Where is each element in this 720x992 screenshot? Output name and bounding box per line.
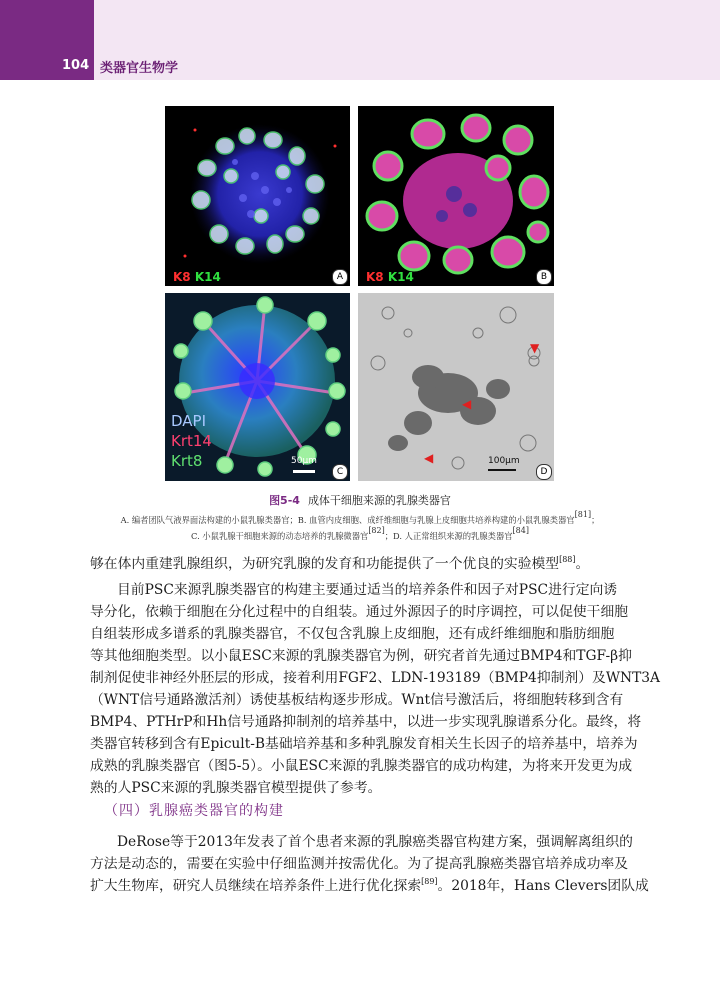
text-line: 熟的人PSC来源的乳腺类器官模型提供了参考。 [90,780,382,796]
paragraph-1 [90,553,644,575]
para1-text: 够在体内重建乳腺组织，为研究乳腺的发育和功能提供了一个优良的实验模型 [90,556,560,572]
header-band [94,0,720,80]
stain-labels [171,411,212,471]
stain-label-krt14: Krt14 [171,432,212,450]
figure-panel-b [358,106,554,286]
figure-caption-line [0,526,720,542]
scale-label: 50μm [291,456,317,466]
text-line: （WNT信号通路激活剂）诱使基板结构逐步形成。Wnt信号激活后，将细胞转移到含有 [90,692,624,708]
figure-label: 图5-4 [269,494,300,507]
stain-label-dapi: DAPI [171,412,207,430]
arrowhead-marker: ◀ [462,397,472,411]
figure-panel-d [358,293,554,481]
stain-label-k8: K8 [173,270,191,284]
caption-text-c: C. 小鼠乳腺干细胞来源的动态培养的乳腺微器官 [191,531,369,541]
figure-title: 成体干细胞来源的乳腺类器官 [307,494,451,507]
paragraph-2 [90,579,661,799]
stain-label-k8: K8 [366,270,384,284]
citation-ref: [82] [368,526,385,535]
panel-letter-d: D [536,464,552,480]
para3-text: 扩大生物库，研究人员继续在培养条件上进行优化探索 [90,878,422,894]
stain-label-k14: K14 [194,270,221,284]
text-line [90,875,649,897]
text-line: BMP4、PTHrP和Hh信号通路抑制剂的培养基中，以进一步实现乳腺谱系分化。最终，将 [90,714,642,730]
panel-letter-b: B [536,269,552,285]
paragraph-3 [90,831,649,897]
para1-period: 。 [575,556,590,572]
caption-text-ab: A. 编者团队气液界面法构建的小鼠乳腺类器官；B. 血管内皮细胞、成纤维细胞与乳腺上皮细胞共培养构建的小鼠乳腺类器官 [120,515,575,525]
figure-caption-title [0,492,720,508]
caption-separator: ； [384,531,394,541]
panel-letter-a: A [332,269,348,285]
arrowhead-marker: ▼ [530,341,540,355]
scale-bar [488,469,516,471]
text-line: 导分化，依赖于细胞在分化过程中的自组装。通过外源因子的时序调控，可以促使干细胞 [90,604,629,620]
stain-label-k14: K14 [387,270,414,284]
citation-ref: [84] [512,526,529,535]
figure-caption-line [0,510,720,526]
figure-panel-a [165,106,350,286]
arrowhead-marker: ◀ [424,451,434,465]
text-line: 制剂促使非神经外胚层的形成，接着利用FGF2、LDN-193189（BMP4抑制剂）及WNT3A [90,670,661,686]
text-line: 方法是动态的，需要在实验中仔细监测并按需优化。为了提高乳腺癌类器官培养成功率及 [90,856,629,872]
citation-ref: [89] [421,877,438,886]
book-title: 类器官生物学 [100,61,179,76]
stain-labels [173,270,221,284]
text-line: 目前PSC来源乳腺类器官的构建主要通过适当的培养条件和因子对PSC进行定向诱 [117,582,618,598]
text-line: 等其他细胞类型。以小鼠ESC来源的乳腺类器官为例，研究者首先通过BMP4和TGF-β抑 [90,648,632,664]
page-number: 104 [62,58,90,73]
stain-labels [366,270,414,284]
caption-text-d: D. 人正常组织来源的乳腺类器官 [393,531,513,541]
scale-label: 100μm [488,456,520,466]
scale-bar [293,470,315,473]
section-heading: （四）乳腺癌类器官的构建 [104,803,284,819]
caption-separator: ； [591,515,600,525]
citation-ref: [81] [574,510,592,519]
text-line: 成熟的乳腺类器官（图5-5）。小鼠ESC来源的乳腺类器官的成功构建，为将来开发更为成 [90,758,633,774]
citation-ref: [88] [559,555,576,564]
panel-letter-c: C [332,464,348,480]
text-line: DeRose等于2013年发表了首个患者来源的乳腺癌类器官构建方案，强调解离组织的 [117,834,633,850]
text-line: 自组装形成多谱系的乳腺类器官，不仅包含乳腺上皮细胞，还有成纤维细胞和脂肪细胞 [90,626,615,642]
figure-panel-c [165,293,350,481]
stain-label-krt8: Krt8 [171,452,203,470]
para3-text: 。2018年，Hans Clevers团队成 [437,878,649,894]
text-line: 类器官转移到含有Epicult-B基础培养基和多种乳腺发育相关生长因子的培养基中，培养为 [90,736,638,752]
text-line [90,553,644,575]
page-header [0,0,720,80]
